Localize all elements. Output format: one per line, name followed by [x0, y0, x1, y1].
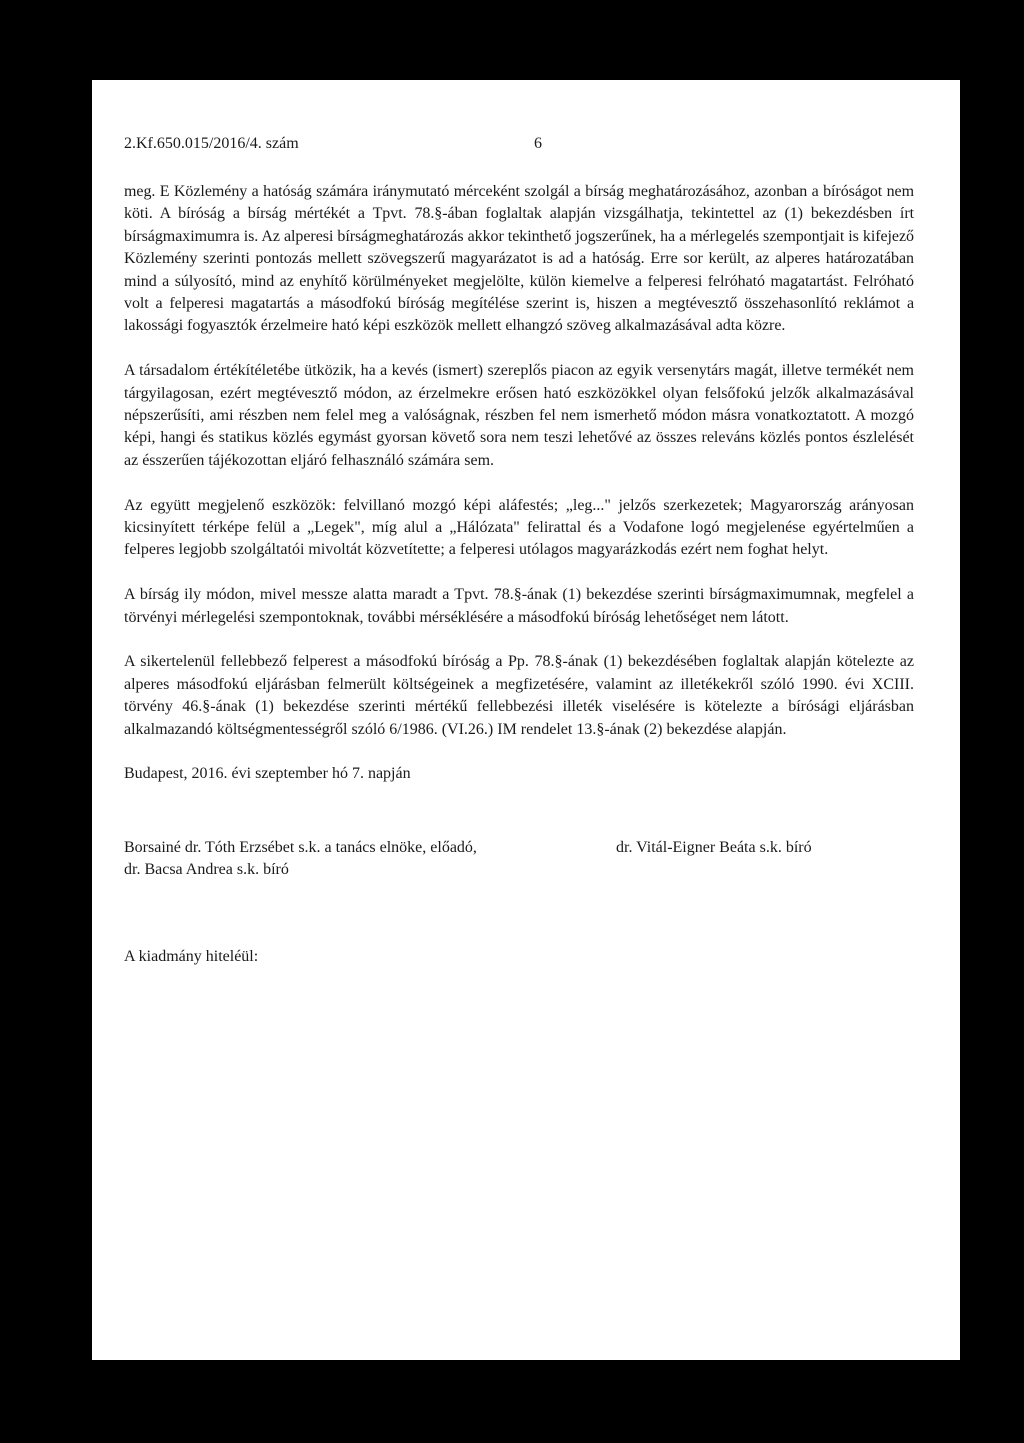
page-number: 6	[534, 135, 542, 152]
paragraph-social-values: A társadalom értékítéletébe ütközik, ha a kevés (ismert) szereplős piacon az egyik versenytárs magát, illetve termékét nem tárgyilagosan, ezért megtévesztő módon, az érzelmekre erősen ható eszközökkel olyan felsőfokú jelzők alkalmazásával népszerűsíti, ami részben nem felel meg a valóságnak, részben fel nem ismerhető módon másra vonatkoztatott. A mozgó képi, hangi és statikus közlés egymást gyorsan követő sora nem teszi lehetővé az összes releváns közlés pontos észlelését az ésszerűen tájékozottan eljáró felhasználó számára sem.	[124, 362, 914, 469]
paragraph-costs: A sikertelenül fellebbező felperest a másodfokú bíróság a Pp. 78.§-ának (1) bekezdésében foglaltak alapján kötelezte az alperes másodfokú eljárásban felmerült költségeinek a megfizetésére, valamint az illetékekről szóló 1990. évi XCIII. törvény 46.§-ának (1) bekezdése szerinti mértékű fellebbezési illeték viselésére is kötelezte a bírósági eljárásban alkalmazandó költségmentességről szóló 6/1986. (VI.26.) IM rendelet 13.§-ának (2) bekezdése alapján.	[124, 653, 914, 738]
document-body	[124, 131, 914, 969]
place-and-date: Budapest, 2016. évi szeptember hó 7. napján	[124, 765, 411, 783]
paragraph-visual-means: Az együtt megjelenő eszközök: felvillanó mozgó képi aláfestés; „leg..." jelzős szerkezetek; Magyarország arányosan kicsinyített térképe felül a „Legek", míg alul a „Hálózata" felirattal és a Vodafone logó megjelenése egyértelműen a felperes legjobb szolgáltatói mivoltát közvetítette; a felperesi utólagos magyarázkodás ezért nem foghat helyt.	[124, 496, 914, 559]
signature-column-left	[124, 837, 616, 881]
signature-presiding-judge: Borsainé dr. Tóth Erzsébet s.k. a tanács elnöke, előadó,	[124, 839, 477, 857]
signature-judge-vital-eigner: dr. Vitál-Eigner Beáta s.k. bíró	[616, 839, 812, 857]
paragraph-fine-assessment: meg. E Közlemény a hatóság számára iránymutató mérceként szolgál a bírság meghatározásához, azonban a bíróságot nem köti. A bíróság a bírság mértékét a Tpvt. 78.§-ában foglaltak alapján vizsgálhatja, tekintettel az (1) bekezdésben írt bírságmaximumra is. Az alperesi bírságmeghatározás akkor tekinthető jogszerűnek, ha a mérlegelés szempontjait is kifejező Közlemény szerinti pontozás mellett szövegszerű magyarázatot is ad a hatóság. Erre sor került, az alperes határozatában mind a súlyosító, mind az enyhítő körülményeket megjelölte, külön kiemelve a felperesi felróható magatartást. Felróható volt a felperesi magatartás a másodfokú bíróság megítélése szerint is, hiszen a megtévesztő összehasonlító reklámot a lakossági fogyasztók érzelmeire ható képi eszközök mellett elhangzó szöveg alkalmazásával adta közre.	[124, 183, 914, 335]
signature-column-right	[616, 837, 876, 881]
page-header	[124, 131, 914, 157]
signature-judge-bacsa: dr. Bacsa Andrea s.k. bíró	[124, 861, 289, 879]
signature-block	[124, 837, 914, 881]
case-number: 2.Kf.650.015/2016/4. szám	[124, 135, 299, 152]
certified-copy-label: A kiadmány hiteléül:	[124, 948, 259, 966]
paragraph-fine-conclusion: A bírság ily módon, mivel messze alatta maradt a Tpvt. 78.§-ának (1) bekezdése szerinti bírságmaximumnak, megfelel a törvényi mérlegelési szempontoknak, további mérséklésére a másodfokú bíróság lehetőséget nem látott.	[124, 586, 914, 626]
